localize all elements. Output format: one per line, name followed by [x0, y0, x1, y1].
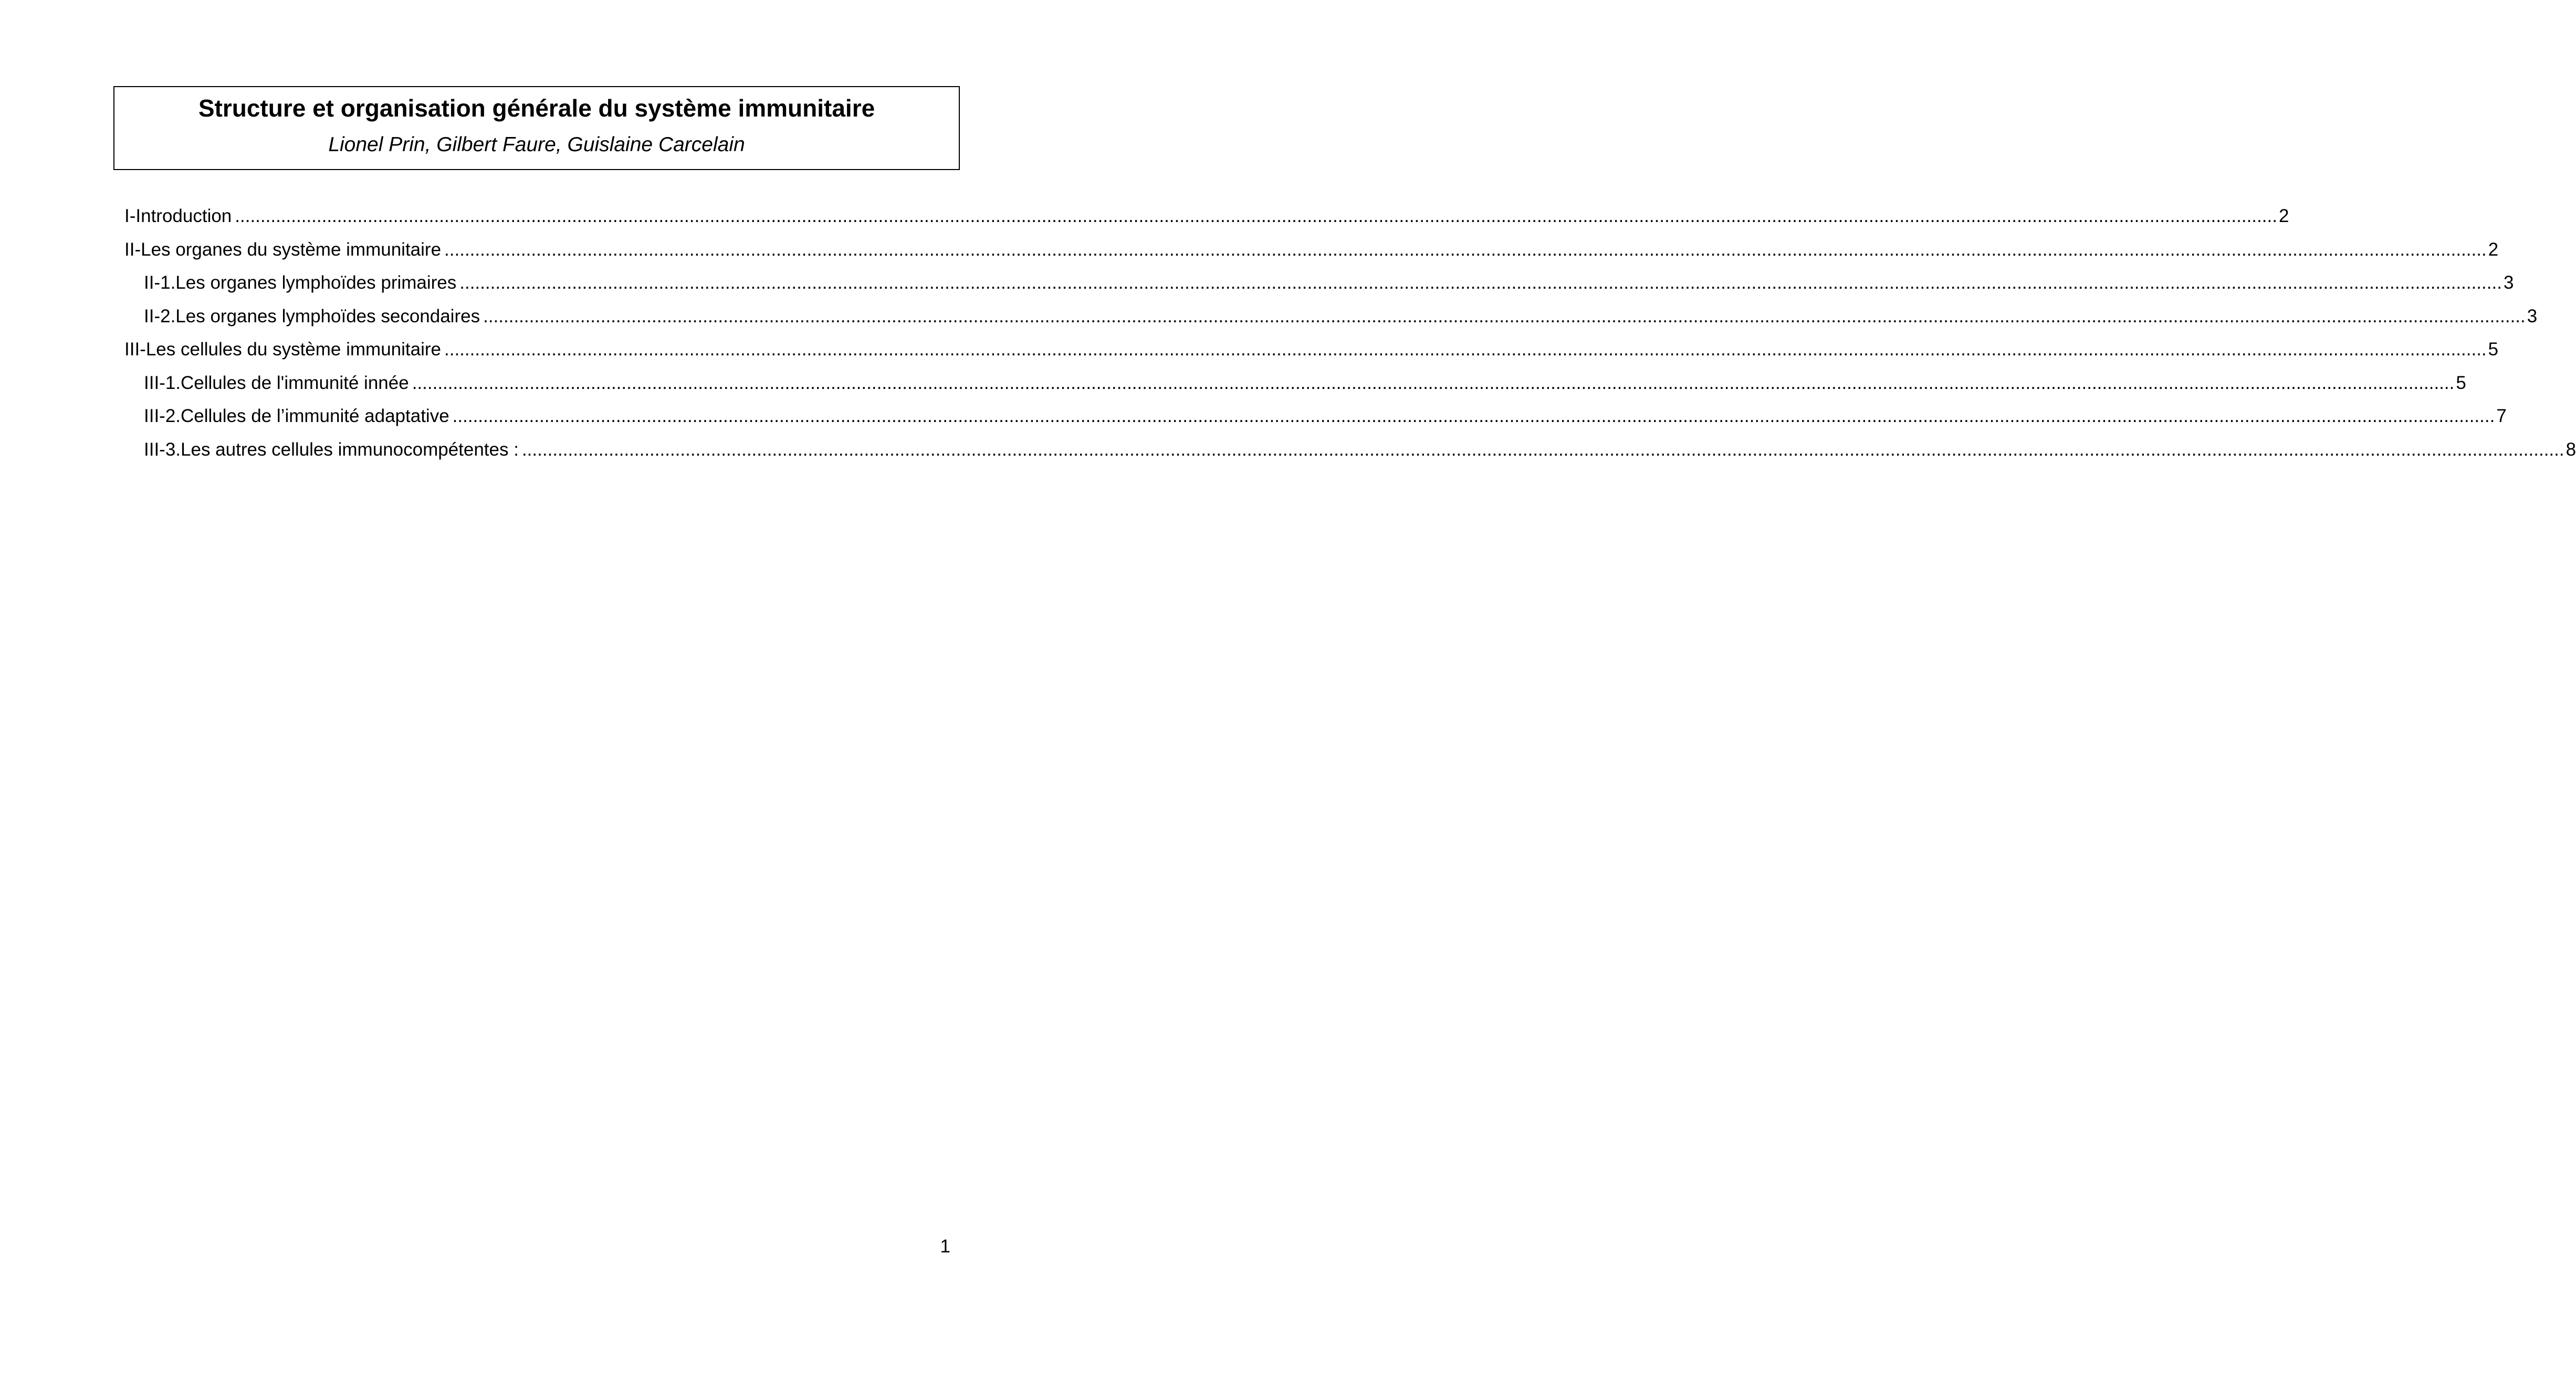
toc-dot-leader: ................................................................................................................................................................................................................................................................................................................................................................................................................: [235, 206, 2277, 226]
toc-entry-cellules[interactable]: [124, 333, 2499, 366]
document-authors: Lionel Prin, Gilbert Faure, Guislaine Carcelain: [328, 133, 745, 156]
toc-entry-page: 5: [2456, 372, 2466, 393]
toc-entry-label: II-2.Les organes lymphoïdes secondaires: [144, 305, 480, 326]
toc-entry-label: II-1.Les organes lymphoïdes primaires: [144, 272, 457, 293]
toc-dot-leader: ................................................................................................................................................................................................................................................................................................................................................................................................................: [459, 272, 2502, 293]
toc-entry-page: 7: [2496, 406, 2507, 426]
toc-dot-leader: ................................................................................................................................................................................................................................................................................................................................................................................................................: [412, 372, 2455, 393]
toc-entry-page: 2: [2278, 206, 2289, 226]
toc-entry-page: 2: [2488, 239, 2499, 260]
toc-entry-page: 3: [2503, 272, 2514, 293]
toc-dot-leader: ................................................................................................................................................................................................................................................................................................................................................................................................................: [483, 305, 2526, 326]
toc-entry-label: III-2.Cellules de l’immunité adaptative: [144, 406, 449, 426]
title-box: [113, 86, 960, 170]
toc-dot-leader: ................................................................................................................................................................................................................................................................................................................................................................................................................: [444, 339, 2487, 360]
toc-entry-label: II-Les organes du système immunitaire: [124, 239, 442, 260]
page-number: 1: [940, 1236, 950, 1257]
toc-dot-leader: ................................................................................................................................................................................................................................................................................................................................................................................................................: [444, 239, 2487, 260]
toc-entry-label: III-Les cellules du système immunitaire: [124, 339, 441, 360]
document-title: Structure et organisation générale du système immunitaire: [198, 94, 875, 122]
toc-entry-introduction[interactable]: [124, 199, 2289, 233]
toc-entry-organes[interactable]: [124, 233, 2499, 267]
toc-dot-leader: ................................................................................................................................................................................................................................................................................................................................................................................................................: [452, 406, 2495, 426]
toc-entry-page: 8: [2565, 439, 2576, 460]
toc-entry-label: III-1.Cellules de l'immunité innée: [144, 372, 409, 393]
toc-entry-label: I-Introduction: [124, 206, 232, 226]
toc-entry-organes-primaires[interactable]: [124, 266, 2514, 300]
toc-dot-leader: ................................................................................................................................................................................................................................................................................................................................................................................................................: [521, 439, 2564, 460]
toc-entry-label: III-3.Les autres cellules immunocompétentes :: [144, 439, 519, 460]
toc-entry-immunite-adaptative[interactable]: [124, 399, 2507, 433]
toc-entry-page: 5: [2488, 339, 2499, 360]
table-of-contents: [124, 199, 2576, 466]
toc-entry-autres-cellules[interactable]: [124, 433, 2576, 467]
toc-entry-organes-secondaires[interactable]: [124, 300, 2538, 333]
toc-entry-immunite-innee[interactable]: [124, 366, 2466, 400]
toc-entry-page: 3: [2527, 305, 2538, 326]
